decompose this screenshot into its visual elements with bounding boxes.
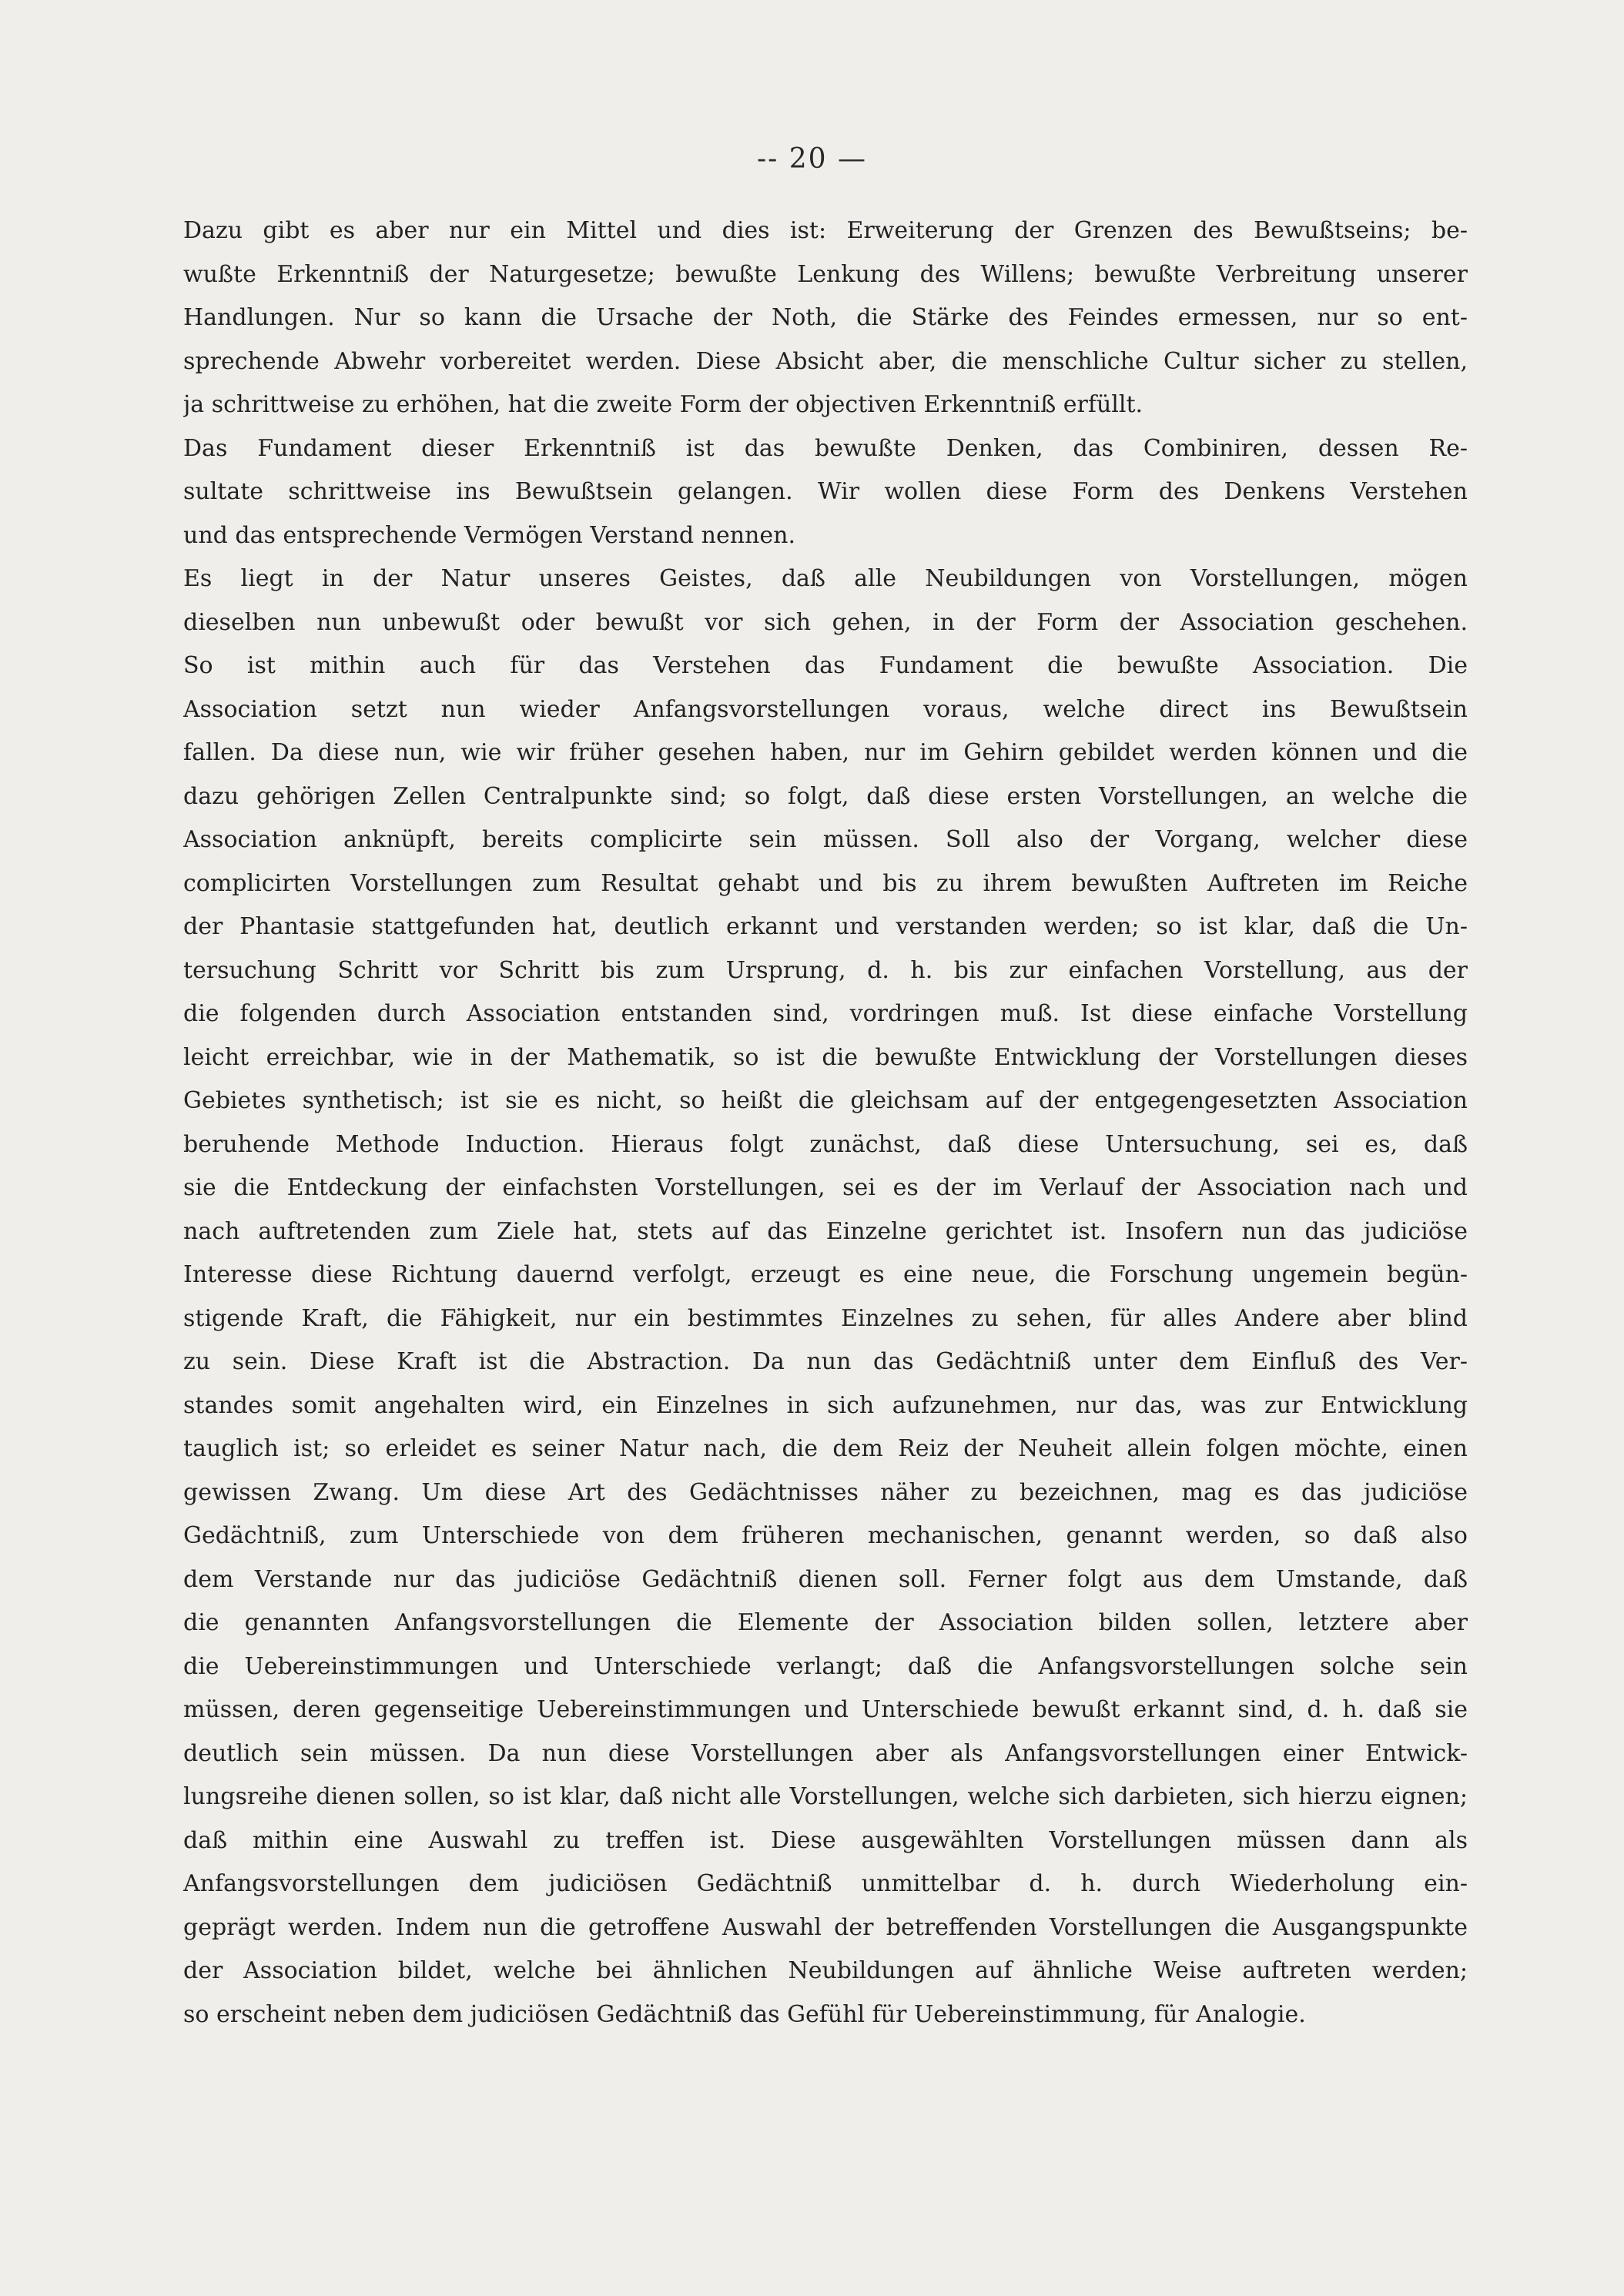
text-line: complicirten Vorstellungen zum Resultat gehabt und bis zu ihrem bewußten Auftreten im Reiche: [183, 869, 1468, 897]
text-line: beruhende Methode Induction. Hieraus folgt zunächst, daß diese Untersuchung, sei es, daß: [183, 1130, 1468, 1158]
text-line: tersuchung Schritt vor Schritt bis zum Ursprung, d. h. bis zur einfachen Vorstellung, aus der: [183, 956, 1468, 984]
text-line: dazu gehörigen Zellen Centralpunkte sind; so folgt, daß diese ersten Vorstellungen, an welche die: [183, 782, 1468, 810]
text-line: So ist mithin auch für das Verstehen das Fundament die bewußte Association. Die: [183, 652, 1468, 679]
text-line: Anfangsvorstellungen dem judiciösen Gedächtniß unmittelbar d. h. durch Wiederholung ein-: [183, 1870, 1468, 1897]
text-line: Association setzt nun wieder Anfangsvorstellungen voraus, welche direct ins Bewußtsein: [183, 695, 1468, 723]
text-line: Interesse diese Richtung dauernd verfolgt, erzeugt es eine neue, die Forschung ungemein begün-: [183, 1261, 1468, 1288]
text-line: nach auftretenden zum Ziele hat, stets auf das Einzelne gerichtet ist. Insofern nun das judiciöse: [183, 1217, 1468, 1245]
text-line: sie die Entdeckung der einfachsten Vorstellungen, sei es der im Verlauf der Association nach und: [183, 1174, 1468, 1201]
text-line: Handlungen. Nur so kann die Ursache der Noth, die Stärke des Feindes ermessen, nur so ent-: [183, 304, 1468, 331]
text-line: müssen, deren gegenseitige Uebereinstimmungen und Unterschiede bewußt erkannt sind, d. h. daß sie: [183, 1696, 1468, 1723]
text-line: tauglich ist; so erleidet es seiner Natur nach, die dem Reiz der Neuheit allein folgen möchte, einen: [183, 1435, 1468, 1462]
text-line: leicht erreichbar, wie in der Mathematik, so ist die bewußte Entwicklung der Vorstellungen dieses: [183, 1043, 1468, 1071]
body-text: [183, 209, 1468, 2037]
text-line: wußte Erkenntniß der Naturgesetze; bewußte Lenkung des Willens; bewußte Verbreitung unserer: [183, 260, 1468, 288]
text-line: Dazu gibt es aber nur ein Mittel und dies ist: Erweiterung der Grenzen des Bewußtseins; be-: [183, 217, 1468, 244]
text-line: standes somit angehalten wird, ein Einzelnes in sich aufzunehmen, nur das, was zur Entwicklung: [183, 1391, 1468, 1419]
text-line: fallen. Da diese nun, wie wir früher gesehen haben, nur im Gehirn gebildet werden können und die: [183, 739, 1468, 766]
text-line: Association anknüpft, bereits complicirte sein müssen. Soll also der Vorgang, welcher diese: [183, 826, 1468, 853]
text-line: deutlich sein müssen. Da nun diese Vorstellungen aber als Anfangsvorstellungen einer Entwick-: [183, 1739, 1468, 1767]
text-line: stigende Kraft, die Fähigkeit, nur ein bestimmtes Einzelnes zu sehen, für alles Andere aber blind: [183, 1304, 1468, 1332]
text-line: Gedächtniß, zum Unterschiede von dem früheren mechanischen, genannt werden, so daß also: [183, 1522, 1468, 1549]
text-line: Das Fundament dieser Erkenntniß ist das bewußte Denken, das Combiniren, dessen Re-: [183, 434, 1468, 462]
text-line: dieselben nun unbewußt oder bewußt vor sich gehen, in der Form der Association geschehen.: [183, 608, 1468, 636]
text-line: die genannten Anfangsvorstellungen die Elemente der Association bilden sollen, letztere aber: [183, 1609, 1468, 1636]
page-number: -- 20 —: [756, 143, 868, 175]
text-line: geprägt werden. Indem nun die getroffene Auswahl der betreffenden Vorstellungen die Ausgangspunkte: [183, 1913, 1468, 1941]
text-line: daß mithin eine Auswahl zu treffen ist. Diese ausgewählten Vorstellungen müssen dann als: [183, 1826, 1468, 1854]
text-line: der Association bildet, welche bei ähnlichen Neubildungen auf ähnliche Weise auftreten werden;: [183, 1957, 1468, 1984]
text-line: sprechende Abwehr vorbereitet werden. Diese Absicht aber, die menschliche Cultur sicher zu stellen,: [183, 347, 1468, 375]
text-line: und das entsprechende Vermögen Verstand nennen.: [183, 521, 795, 549]
text-line: so erscheint neben dem judiciösen Gedächtniß das Gefühl für Uebereinstimmung, für Analogie.: [183, 2000, 1306, 2028]
text-line: der Phantasie stattgefunden hat, deutlich erkannt und verstanden werden; so ist klar, daß die Un-: [183, 913, 1468, 940]
text-line: sultate schrittweise ins Bewußtsein gelangen. Wir wollen diese Form des Denkens Verstehen: [183, 478, 1468, 505]
text-line: lungsreihe dienen sollen, so ist klar, daß nicht alle Vorstellungen, welche sich darbieten, sich hierzu eignen;: [183, 1783, 1468, 1810]
text-line: ja schrittweise zu erhöhen, hat die zweite Form der objectiven Erkenntniß erfüllt.: [183, 391, 1143, 418]
text-line: zu sein. Diese Kraft ist die Abstraction. Da nun das Gedächtniß unter dem Einfluß des Ver-: [183, 1348, 1468, 1375]
text-line: die Uebereinstimmungen und Unterschiede verlangt; daß die Anfangsvorstellungen solche sein: [183, 1652, 1468, 1680]
text-line: Es liegt in der Natur unseres Geistes, daß alle Neubildungen von Vorstellungen, mögen: [183, 565, 1468, 592]
text-line: Gebietes synthetisch; ist sie es nicht, so heißt die gleichsam auf der entgegengesetzten Association: [183, 1087, 1468, 1114]
text-line: die folgenden durch Association entstanden sind, vordringen muß. Ist diese einfache Vorstellung: [183, 1000, 1468, 1027]
text-line: gewissen Zwang. Um diese Art des Gedächtnisses näher zu bezeichnen, mag es das judiciöse: [183, 1478, 1468, 1506]
text-line: dem Verstande nur das judiciöse Gedächtniß dienen soll. Ferner folgt aus dem Umstande, daß: [183, 1565, 1468, 1593]
